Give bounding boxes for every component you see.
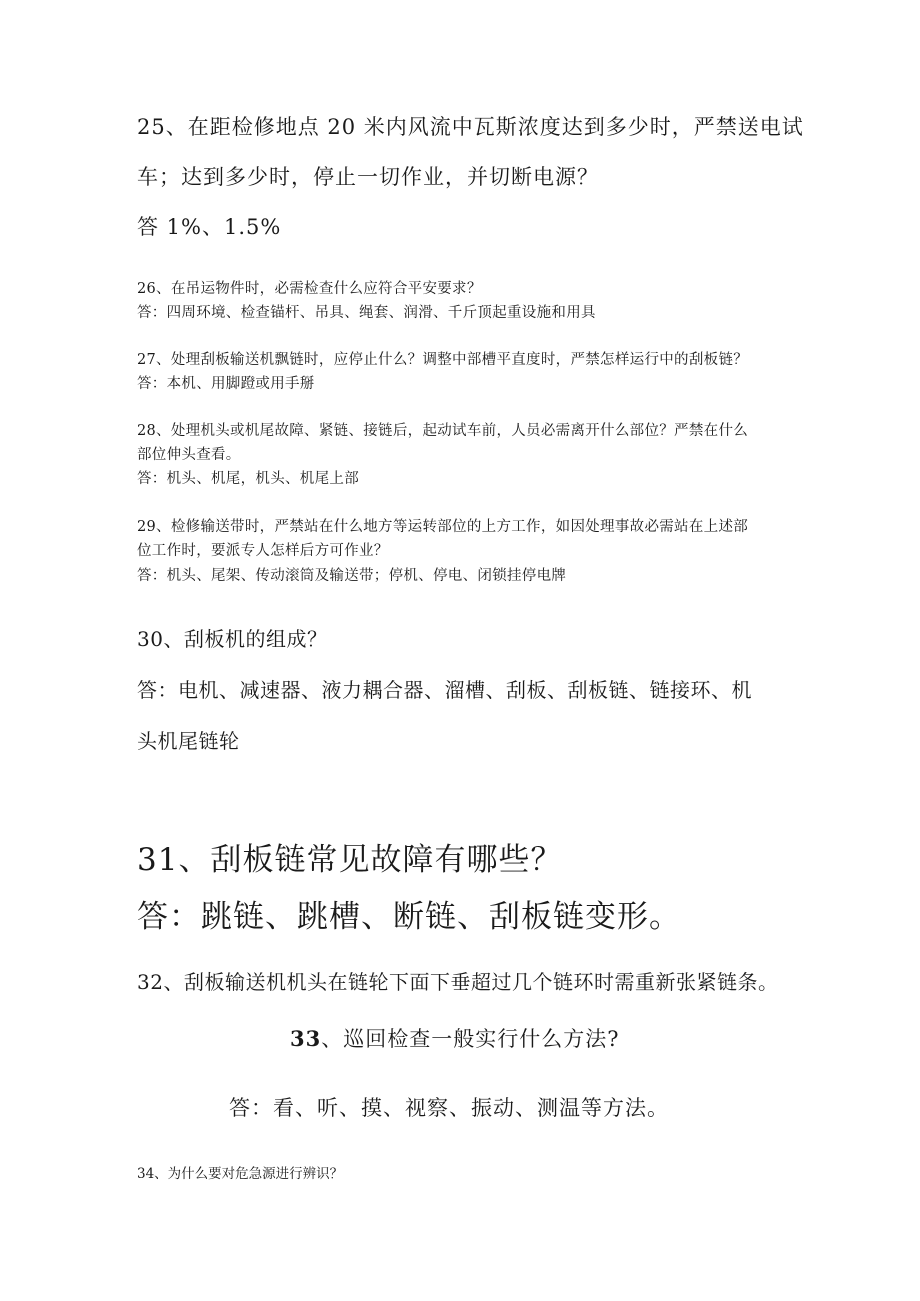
q27-question: 27、处理刮板输送机飘链时，应停止什么？调整中部槽平直度时，严禁怎样运行中的刮板链？ [137, 352, 749, 368]
q29-answer: 答：机头、尾架、传动滚筒及输送带；停机、停电、闭锁挂停电牌 [137, 568, 567, 584]
q31-question: 31、刮板链常见故障有哪些？ [137, 842, 563, 878]
q25-answer: 答 1%、1.5% [137, 215, 282, 239]
q28-answer: 答：机头、机尾，机头、机尾上部 [137, 471, 359, 487]
q30-answer-line1: 答：电机、减速器、液力耦合器、溜槽、刮板、刮板链、链接环、机 [137, 678, 752, 702]
q32-statement: 32、刮板输送机机头在链轮下面下垂超过几个链环时需重新张紧链条。 [137, 970, 779, 994]
q33-answer: 答：看、听、摸、视察、振动、测温等方法。 [229, 1096, 669, 1120]
q28-question-line1: 28、处理机头或机尾故障、紧链、接链后，起动试车前，人员必需离开什么部位？严禁在什么 [137, 423, 749, 439]
q28-question-line2: 部位伸头查看。 [137, 447, 241, 463]
q34-question: 34、为什么要对危急源进行辨识？ [137, 1166, 344, 1182]
q33-question-text: 、巡回检查一般实行什么方法? [321, 1027, 620, 1051]
q29-question-line1: 29、检修输送带时，严禁站在什么地方等运转部位的上方工作，如因处理事故必需站在上述部 [137, 519, 749, 535]
q33-question [290, 1028, 620, 1050]
q31-answer: 答：跳链、跳槽、断链、刮板链变形。 [137, 899, 681, 935]
q26-answer: 答：四周环境、检查锚杆、吊具、绳套、润滑、千斤顶起重设施和用具 [137, 305, 596, 321]
q25-question-line2: 车；达到多少时，停止一切作业，并切断电源？ [137, 165, 599, 189]
q25-question-line1: 25、在距检修地点 20 米内风流中瓦斯浓度达到多少时，严禁送电试 [137, 115, 804, 139]
q30-answer-line2: 头机尾链轮 [137, 729, 240, 753]
q30-question: 30、刮板机的组成？ [137, 627, 328, 651]
q33-number: 33 [290, 1026, 322, 1051]
q27-answer: 答：本机、用脚蹬或用手掰 [137, 376, 315, 392]
q26-question: 26、在吊运物件时，必需检查什么应符合平安要求？ [137, 281, 482, 297]
q29-question-line2: 位工作时，要派专人怎样后方可作业？ [137, 543, 389, 559]
